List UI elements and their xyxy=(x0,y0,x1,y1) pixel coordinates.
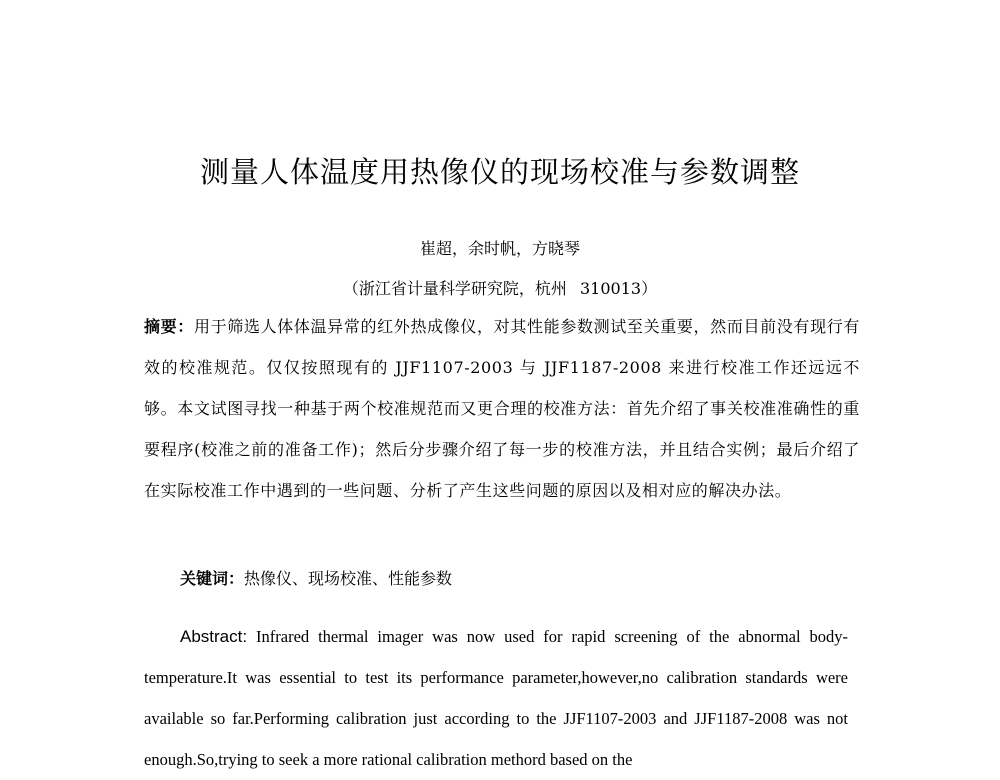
keywords xyxy=(180,566,452,589)
abstract-english xyxy=(144,616,848,780)
abstract-chinese-label: 摘要： xyxy=(144,317,194,336)
abstract-chinese-text: 用于筛选人体体温异常的红外热成像仪，对其性能参数测试至关重要，然而目前没有现行有效的校准规范。仅仅按照现有的 JJF1107-2003 与 JJF1187-2008 来进行校准工作还远远不够。本文试图寻找一种基于两个校准规范而又更合理的校准方法：首先介绍了事关校准准确性的重要程序(校准之前的准备工作)；然后分步骤介绍了每一步的校准方法，并且结合实例；最后介绍了在实际校准工作中遇到的一些问题、分析了产生这些问题的原因以及相对应的解决办法。 xyxy=(144,317,860,500)
abstract-chinese xyxy=(144,306,860,511)
keywords-text: 热像仪、现场校准、性能参数 xyxy=(244,569,453,588)
paper-title: 测量人体温度用热像仪的现场校准与参数调整 xyxy=(199,155,800,189)
abstract-english-label: Abstract: xyxy=(180,627,248,646)
affiliation: （浙江省计量科学研究院，杭州 310013） xyxy=(342,279,658,298)
abstract-english-text: Infrared thermal imager was now used for rapid screening of the abnormal body-temperature.It was essential to test its performance parameter,however,no calibration standards were available so far.Performing calibration just according to the JJF1107-2003 and JJF1187-2008 was not enough.So,trying to seek a more rational calibration methord based on the xyxy=(144,627,848,769)
keywords-label: 关键词： xyxy=(180,569,245,588)
author-list: 崔超，余时帆，方晓琴 xyxy=(419,239,580,258)
